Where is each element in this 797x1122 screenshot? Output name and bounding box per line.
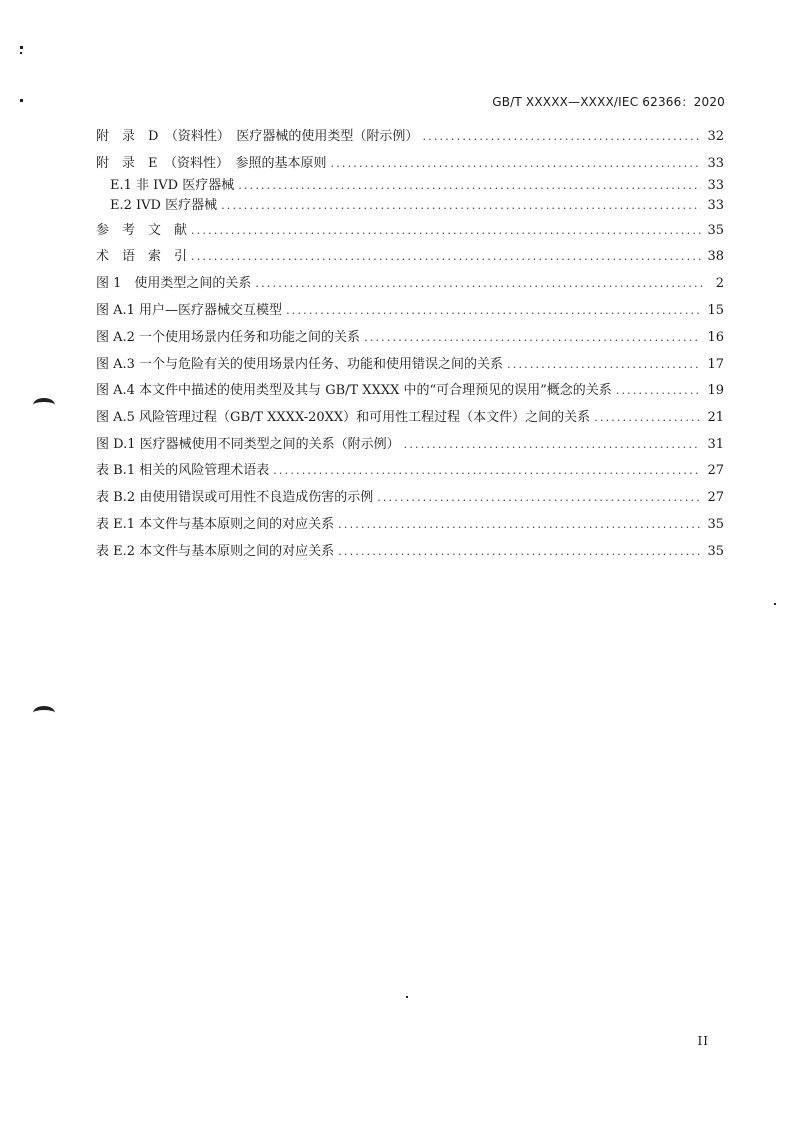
scan-speck — [774, 603, 776, 605]
toc-entry[interactable] — [96, 460, 724, 482]
toc-entry[interactable] — [96, 300, 724, 322]
scan-speck — [20, 52, 22, 54]
dot-leader — [286, 300, 701, 322]
dot-leader — [191, 220, 701, 242]
toc-entry-page: 35 — [707, 517, 724, 532]
toc-entry-page: 27 — [707, 490, 724, 505]
toc-entry-label: 附 录 E （资料性） 参照的基本原则 — [96, 156, 327, 171]
toc-entry[interactable] — [96, 273, 724, 295]
toc-entry-page: 32 — [707, 129, 724, 144]
toc-entry-page: 17 — [707, 357, 724, 372]
scan-speck — [20, 46, 23, 49]
dot-leader — [221, 195, 701, 217]
toc-entry-label: E.2 IVD 医疗器械 — [110, 198, 218, 213]
toc-entry-label: 参 考 文 献 — [96, 223, 188, 238]
dot-leader — [338, 514, 701, 536]
toc-entry[interactable] — [96, 153, 724, 175]
toc-entry-label: 图 A.2 一个使用场景内任务和功能之间的关系 — [96, 330, 361, 345]
dot-leader — [377, 487, 701, 509]
page-number: II — [697, 1034, 709, 1048]
dot-leader — [594, 407, 701, 429]
toc-entry-label: 表 E.2 本文件与基本原则之间的对应关系 — [96, 544, 335, 559]
toc-entry[interactable] — [96, 541, 724, 563]
dot-leader — [507, 354, 701, 376]
toc-entry-label: 图 A.1 用户—医疗器械交互模型 — [96, 303, 283, 318]
toc-entry-page: 35 — [707, 544, 724, 559]
binder-hole-mark — [33, 398, 55, 412]
scan-speck — [406, 996, 408, 998]
toc-entry-label: 图 A.3 一个与危险有关的使用场景内任务、功能和使用错误之间的关系 — [96, 357, 504, 372]
toc-entry[interactable] — [96, 126, 724, 148]
toc-entry-label: 图 D.1 医疗器械使用不同类型之间的关系（附示例） — [96, 437, 400, 452]
toc-entry-page: 33 — [707, 178, 724, 193]
toc-entry-label: 表 B.1 相关的风险管理术语表 — [96, 463, 270, 478]
toc-entry[interactable] — [96, 407, 724, 429]
dot-leader — [331, 153, 702, 175]
dot-leader — [404, 434, 702, 456]
dot-leader — [238, 175, 701, 197]
dot-leader — [191, 246, 701, 268]
toc-entry-page: 33 — [707, 198, 724, 213]
toc-entry-label: 表 E.1 本文件与基本原则之间的对应关系 — [96, 517, 335, 532]
dot-leader — [422, 126, 701, 148]
toc-entry-page: 35 — [707, 223, 724, 238]
toc-entry-page: 38 — [707, 249, 724, 264]
toc-entry-label: 表 B.2 由使用错误或可用性不良造成伤害的示例 — [96, 490, 374, 505]
toc-entry-label: 术 语 索 引 — [96, 249, 188, 264]
toc-entry[interactable] — [96, 246, 724, 268]
dot-leader — [616, 380, 702, 402]
toc-entry-label: 图 A.4 本文件中描述的使用类型及其与 GB/T XXXX 中的“可合理预见的误用”概念的关系 — [96, 383, 612, 398]
dot-leader — [364, 327, 701, 349]
toc-entry[interactable] — [96, 487, 724, 509]
toc-entry[interactable] — [96, 327, 724, 349]
toc-entry-label: 图 A.5 风险管理过程（GB/T XXXX-20XX）和可用性工程过程（本文件）之间的关系 — [96, 410, 591, 425]
toc-entry-page: 21 — [707, 410, 724, 425]
toc-entry[interactable] — [96, 380, 724, 402]
toc-entry[interactable] — [96, 220, 724, 242]
toc-entry[interactable] — [110, 175, 724, 197]
toc-entry-page: 15 — [707, 303, 724, 318]
toc-entry[interactable] — [110, 195, 724, 217]
toc-entry-label: 附 录 D （资料性） 医疗器械的使用类型（附示例） — [96, 129, 419, 144]
toc-entry-page: 19 — [707, 383, 724, 398]
toc-entry[interactable] — [96, 354, 724, 376]
toc-entry-page: 31 — [707, 437, 724, 452]
toc-entry-page: 33 — [707, 156, 724, 171]
toc-entry-page: 27 — [707, 463, 724, 478]
toc-entry-label: E.1 非 IVD 医疗器械 — [110, 178, 235, 193]
scan-speck — [20, 99, 23, 102]
toc-entry-label: 图 1 使用类型之间的关系 — [96, 276, 252, 291]
standard-code-header: GB/T XXXXX—XXXX/IEC 62366：2020 — [492, 95, 725, 109]
toc-entry-page: 2 — [715, 276, 724, 291]
toc-entry[interactable] — [96, 514, 724, 536]
binder-hole-mark — [33, 706, 55, 720]
dot-leader — [273, 460, 701, 482]
toc-entry-page: 16 — [707, 330, 724, 345]
dot-leader — [255, 273, 704, 295]
toc-entry[interactable] — [96, 434, 724, 456]
dot-leader — [338, 541, 701, 563]
